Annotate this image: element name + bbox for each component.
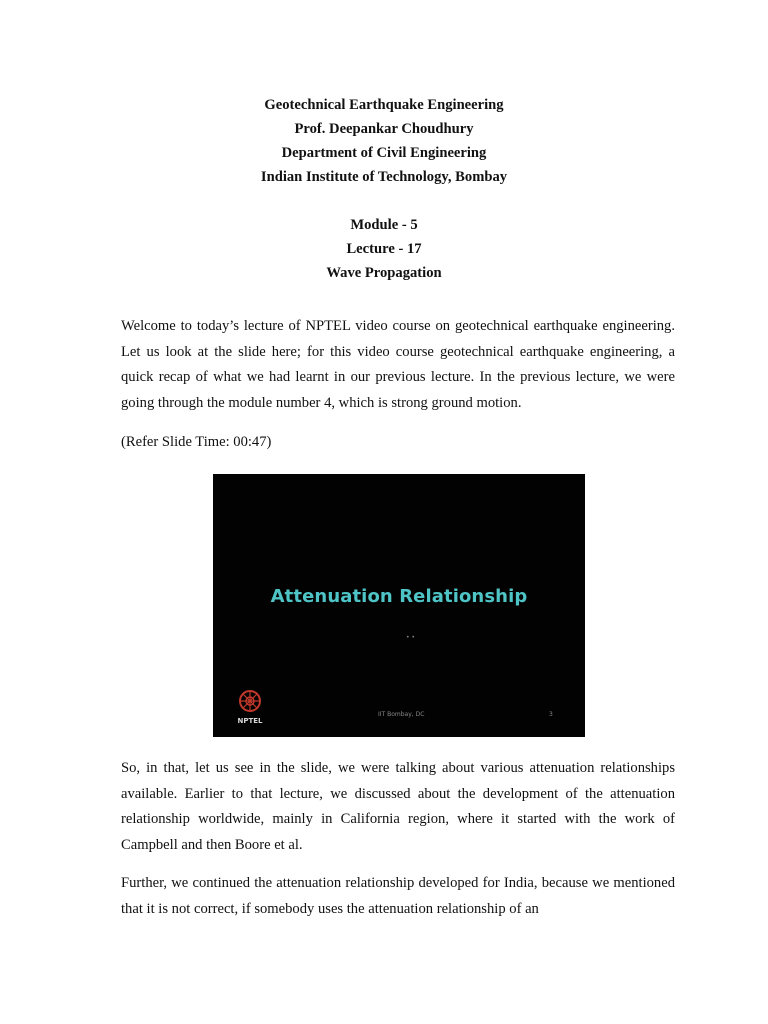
department-name: Department of Civil Engineering — [281, 145, 487, 161]
slide-page-number: 3 — [549, 711, 553, 718]
refer-slide-time: (Refer Slide Time: 00:47) — [121, 434, 272, 450]
header-spacer — [0, 189, 768, 213]
attenuation-paragraph: So, in that, let us see in the slide, we were talking about various attenuation relationships available. Earlier to that lecture, we discussed about the development of the attenuation relationship worldwide, mainly in California region, where it started with the work of Campbell and then Boore et al. — [121, 760, 675, 853]
slide-footer: IIT Bombay, DC — [378, 711, 425, 718]
india-paragraph: Further, we continued the attenuation relationship developed for India, because we mentioned that it is not correct, if somebody uses the attenuation relationship of an — [121, 875, 675, 917]
nptel-logo-text: NPTEL — [237, 717, 263, 725]
slide-cursor-marks: • • — [406, 634, 415, 641]
institute-name: Indian Institute of Technology, Bombay — [260, 169, 508, 185]
course-title: Geotechnical Earthquake Engineering — [264, 97, 504, 113]
lecture-number: Lecture - 17 — [346, 241, 422, 257]
module-number: Module - 5 — [350, 217, 418, 233]
slide-title: Attenuation Relationship — [270, 586, 528, 607]
intro-paragraph: Welcome to today’s lecture of NPTEL video course on geotechnical earthquake engineering. Let us look at the slide here; for this video course geotechnical earthquake engineering, a quick recap of what we had learnt in our previous lecture. In the previous lecture, we were going through the module number 4, which is strong ground motion. — [121, 318, 675, 411]
lecture-slide-image — [213, 474, 585, 737]
lecture-topic: Wave Propagation — [326, 265, 442, 281]
professor-name: Prof. Deepankar Choudhury — [294, 121, 474, 137]
nptel-logo-icon — [233, 687, 267, 727]
document-header — [0, 93, 768, 285]
